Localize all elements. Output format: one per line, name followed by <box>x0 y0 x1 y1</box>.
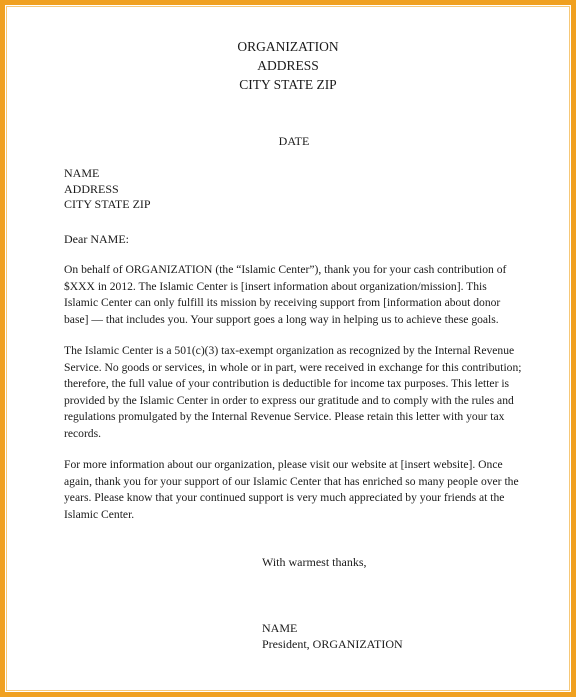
body-paragraph-1: On behalf of ORGANIZATION (the “Islamic Center”), thank you for your cash contribution of $XXX in 2012. The Islamic Center is [insert information about organization/mission]. This Islamic Center can only fulfill its mission by receiving support from [information about donor base] — that includes you. Your support goes a long way in helping us to achieve these goals. <box>64 263 507 326</box>
body-paragraph-3: For more information about our organization, please visit our website at [insert website]. Once again, thank you for your support of our Islamic Center that has enriched so many people over the years. Please know that your continued support is very much appreciated by your friends at the Islamic Center. <box>64 458 519 521</box>
letterhead-organization: ORGANIZATION <box>237 39 339 54</box>
signature-block <box>262 620 403 652</box>
letterhead-city-state-zip: CITY STATE ZIP <box>239 77 337 92</box>
body-paragraph-2: The Islamic Center is a 501(c)(3) tax-exempt organization as recognized by the Internal Revenue Service. No goods or services, in whole or in part, were received in exchange for this contribution; therefore, the full value of your contribution is deductible for income tax purposes. This letter is provided by the Islamic Center in order to express our gratitude and to comply with the rules and regulations promulgated by the Internal Revenue Service. Please retain this letter with your tax records. <box>64 344 522 440</box>
recipient-block <box>64 166 151 213</box>
recipient-name: NAME <box>64 166 100 180</box>
closing-line: With warmest thanks, <box>262 555 367 569</box>
recipient-city-state-zip: CITY STATE ZIP <box>64 197 151 211</box>
letter-date: DATE <box>278 134 310 148</box>
signer-name: NAME <box>262 621 298 635</box>
letterhead-address: ADDRESS <box>257 58 319 73</box>
recipient-address: ADDRESS <box>64 181 119 196</box>
salutation: Dear NAME: <box>64 232 129 246</box>
letterhead <box>0 37 576 94</box>
signer-title: President, ORGANIZATION <box>262 637 403 651</box>
